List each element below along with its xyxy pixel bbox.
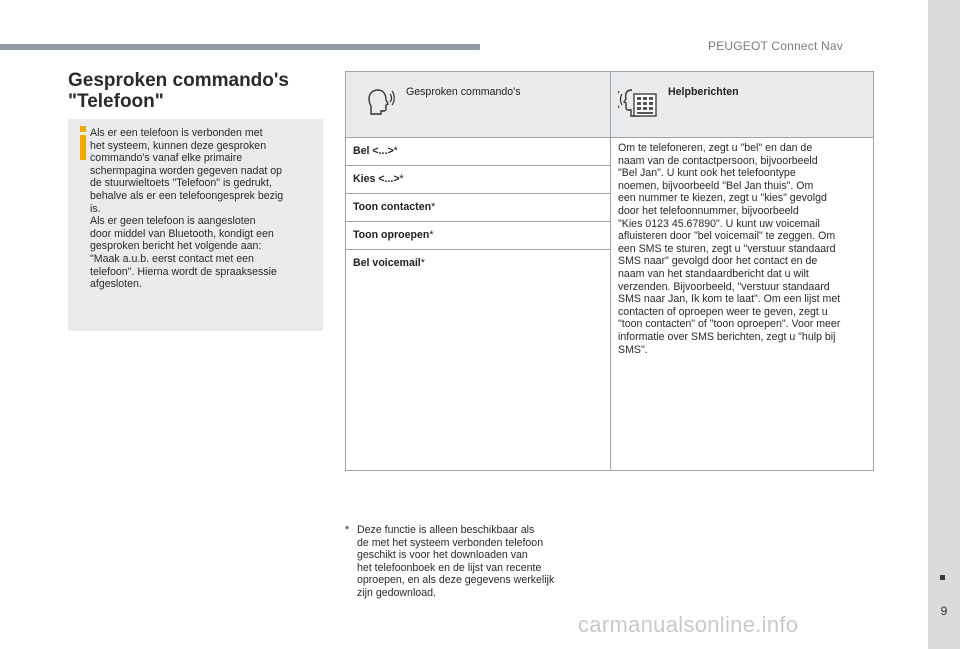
section-title: Gesproken commando's "Telefoon" bbox=[68, 70, 289, 112]
info-icon bbox=[76, 126, 90, 160]
command-label: Toon contacten bbox=[353, 201, 432, 213]
command-footnote-mark: * bbox=[399, 173, 404, 185]
command-footnote-mark: * bbox=[431, 201, 436, 213]
command-footnote-mark: * bbox=[420, 257, 425, 269]
command-label: Toon oproepen bbox=[353, 229, 430, 241]
command-row bbox=[346, 166, 610, 194]
page-marker bbox=[940, 575, 945, 580]
command-row bbox=[346, 194, 610, 222]
speaking-head-icon bbox=[364, 84, 396, 120]
command-label: Bel voicemail bbox=[353, 257, 421, 269]
command-label: Bel <...> bbox=[353, 145, 394, 157]
column-header-commands: Gesproken commando's bbox=[406, 86, 521, 98]
footnote-text: Deze functie is alleen beschikbaar als de met het systeem verbonden telefoon geschikt is voor het downloaden van het telefoonboek en de lijst van recente oproepen, en als deze gegevens werkelijk zijn gedownload. bbox=[357, 524, 555, 599]
page-side-strip bbox=[928, 0, 960, 649]
command-row bbox=[346, 138, 610, 166]
watermark: carmanualsonline.info bbox=[578, 612, 799, 637]
footnote-mark: * bbox=[345, 524, 350, 536]
help-message-text: Om te telefoneren, zegt u "bel" en dan de naam van de contactpersoon, bijvoorbeeld "Bel Jan". U kunt ook het telefoontype noemen, bijvoorbeeld "Bel Jan thuis". Om een nummer te kiezen, zegt u "kies" gevolgd door het telefoonnummer, bijvoorbeeld "Kies 0123 45.67890". U kunt uw voicemail afluisteren door "bel voicemail" te zeggen. Om een SMS te sturen, zegt u "verstuur standaard SMS naar" gevolgd door het contact en de naam van het standaardbericht dat u wilt verzenden. Bijvoorbeeld, "verstuur standaard SMS naar Jan, Ik kom te laat". Om een lijst met contacten of oproepen weer te geven, zegt u "toon contacten" of "toon oproepen". Voor meer informatie over SMS berichten, zegt u "hulp bij SMS". bbox=[618, 142, 841, 356]
command-row bbox=[346, 250, 610, 278]
header-brand: PEUGEOT Connect Nav bbox=[708, 39, 843, 53]
command-footnote-mark: * bbox=[393, 145, 398, 157]
command-footnote-mark: * bbox=[429, 229, 434, 241]
page-number: 9 bbox=[940, 604, 948, 618]
command-row bbox=[346, 222, 610, 250]
commands-table bbox=[345, 71, 874, 471]
column-divider bbox=[610, 72, 611, 470]
info-box bbox=[68, 119, 323, 331]
info-text: Als er een telefoon is verbonden met het systeem, kunnen deze gesproken commando's vanaf elke primaire schermpagina worden gegeven nadat op de stuurwieltoets "Telefoon" is gedrukt, behalve als er een telefoongesprek bezig is. Als er geen telefoon is aangesloten door middel van Bluetooth, kondigt een gesproken bericht het volgende aan: "Maak a.u.b. eerst contact met een telefoon". Hierna wordt de spraaksessie afgesloten. bbox=[90, 127, 284, 291]
command-label: Kies <...> bbox=[353, 173, 400, 185]
column-header-help: Helpberichten bbox=[668, 86, 739, 98]
speaking-head-keypad-icon bbox=[618, 84, 660, 124]
header-rule bbox=[0, 44, 480, 50]
